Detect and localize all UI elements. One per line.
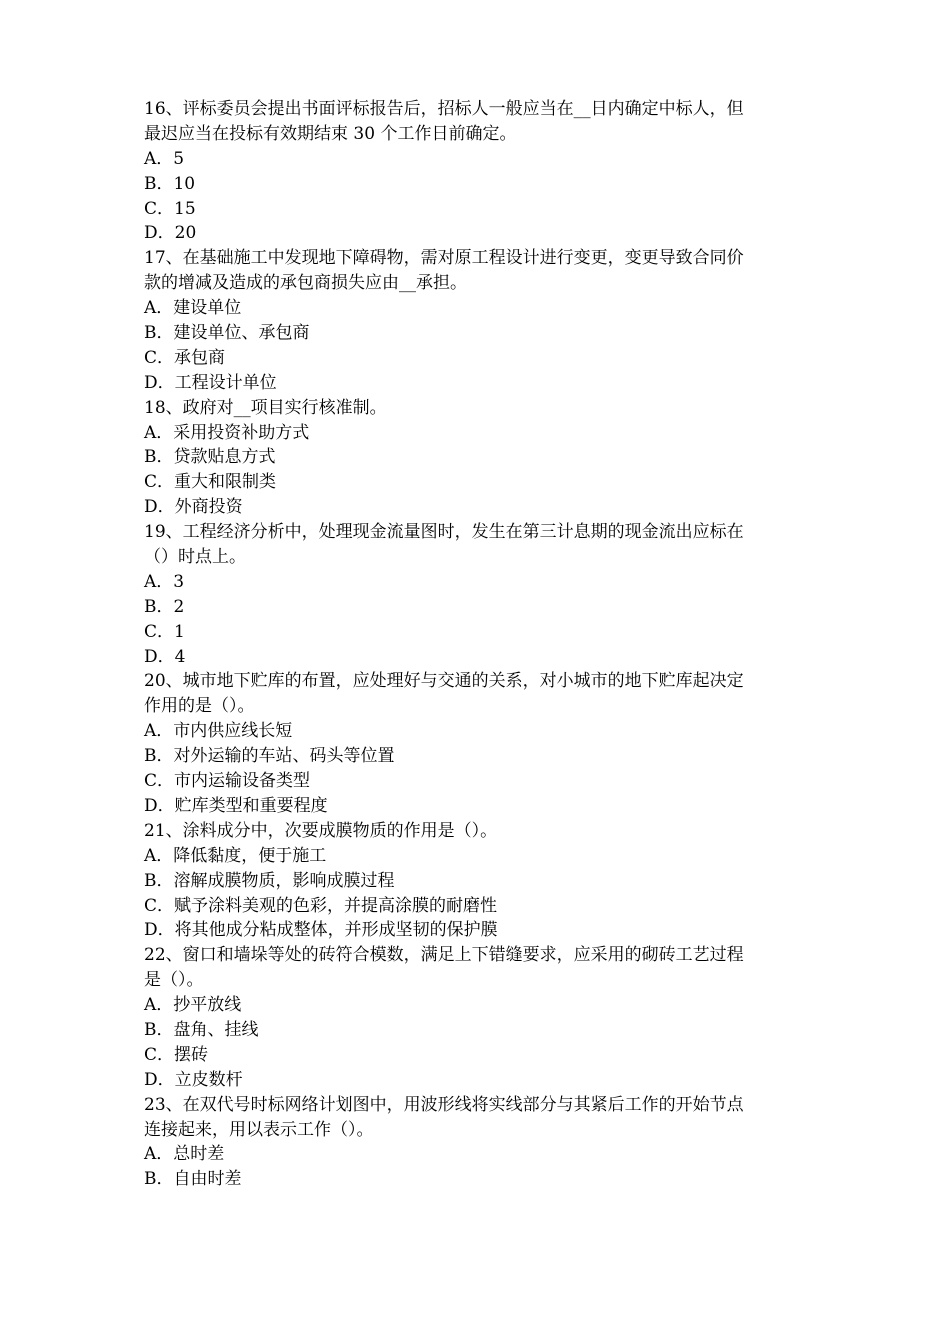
option-d: D．贮库类型和重要程度	[144, 795, 328, 816]
question-20	[144, 669, 814, 818]
option-a: A．降低黏度，便于施工	[144, 845, 327, 866]
option-d: D．工程设计单位	[144, 372, 277, 393]
option-a: A．市内供应线长短	[144, 721, 293, 742]
question-19	[144, 520, 814, 669]
question-stem: 16、评标委员会提出书面评标报告后，招标人一般应当在__日内确定中标人，但	[144, 99, 744, 119]
option-d: D．外商投资	[144, 497, 243, 518]
option-d: D．4	[144, 646, 186, 667]
question-stem: （）时点上。	[144, 547, 246, 568]
option-b: B．建设单位、承包商	[144, 323, 310, 344]
question-22	[144, 943, 814, 1092]
question-stem: 款的增减及造成的承包商损失应由__承担。	[144, 273, 467, 294]
question-stem: 23、在双代号时标网络计划图中，用波形线将实线部分与其紧后工作的开始节点	[144, 1094, 744, 1115]
question-17	[144, 246, 814, 395]
option-b: B．贷款贴息方式	[144, 447, 276, 468]
option-b: B．自由时差	[144, 1169, 242, 1190]
option-b: B．溶解成膜物质，影响成膜过程	[144, 870, 395, 891]
option-c: C．摆砖	[144, 1044, 209, 1065]
option-d: D．立皮数杆	[144, 1069, 243, 1090]
option-c: C．承包商	[144, 347, 226, 368]
question-16	[144, 97, 814, 246]
option-a: A．抄平放线	[144, 995, 242, 1016]
option-a: A．5	[144, 148, 185, 169]
question-stem: 20、城市地下贮库的布置，应处理好与交通的关系，对小城市的地下贮库起决定	[144, 671, 744, 692]
option-a: A．总时差	[144, 1144, 225, 1165]
option-d: D．20	[144, 223, 197, 244]
question-list	[144, 97, 814, 1192]
option-b: B．2	[144, 596, 185, 617]
question-stem: 是（）。	[144, 970, 204, 991]
option-b: B．盘角、挂线	[144, 1019, 259, 1040]
option-c: C．赋予涂料美观的色彩，并提高涂膜的耐磨性	[144, 895, 498, 916]
question-stem: 作用的是（）。	[144, 696, 255, 717]
question-stem: 21、涂料成分中，次要成膜物质的作用是（）。	[144, 820, 498, 841]
question-21	[144, 819, 814, 943]
option-b: B．10	[144, 173, 196, 194]
question-stem: 17、在基础施工中发现地下障碍物，需对原工程设计进行变更，变更导致合同价	[144, 248, 744, 269]
question-stem: 22、窗口和墙垛等处的砖符合模数，满足上下错缝要求，应采用的砌砖工艺过程	[144, 945, 744, 966]
option-b: B．对外运输的车站、码头等位置	[144, 746, 395, 767]
option-c: C．15	[144, 198, 196, 219]
question-23	[144, 1093, 814, 1193]
question-stem: 19、工程经济分析中，处理现金流量图时，发生在第三计息期的现金流出应标在	[144, 522, 744, 543]
option-c: C．重大和限制类	[144, 472, 277, 493]
option-c: C．市内运输设备类型	[144, 771, 311, 792]
question-stem: 18、政府对__项目实行核准制。	[144, 397, 387, 418]
question-18	[144, 396, 814, 520]
option-a: A．采用投资补助方式	[144, 422, 310, 443]
question-stem: 连接起来，用以表示工作（）。	[144, 1119, 374, 1140]
option-a: A．3	[144, 571, 185, 592]
option-c: C．1	[144, 621, 185, 642]
question-stem: 最迟应当在投标有效期结束 30 个工作日前确定。	[144, 123, 517, 144]
option-a: A．建设单位	[144, 298, 242, 319]
option-d: D．将其他成分粘成整体，并形成坚韧的保护膜	[144, 920, 498, 941]
